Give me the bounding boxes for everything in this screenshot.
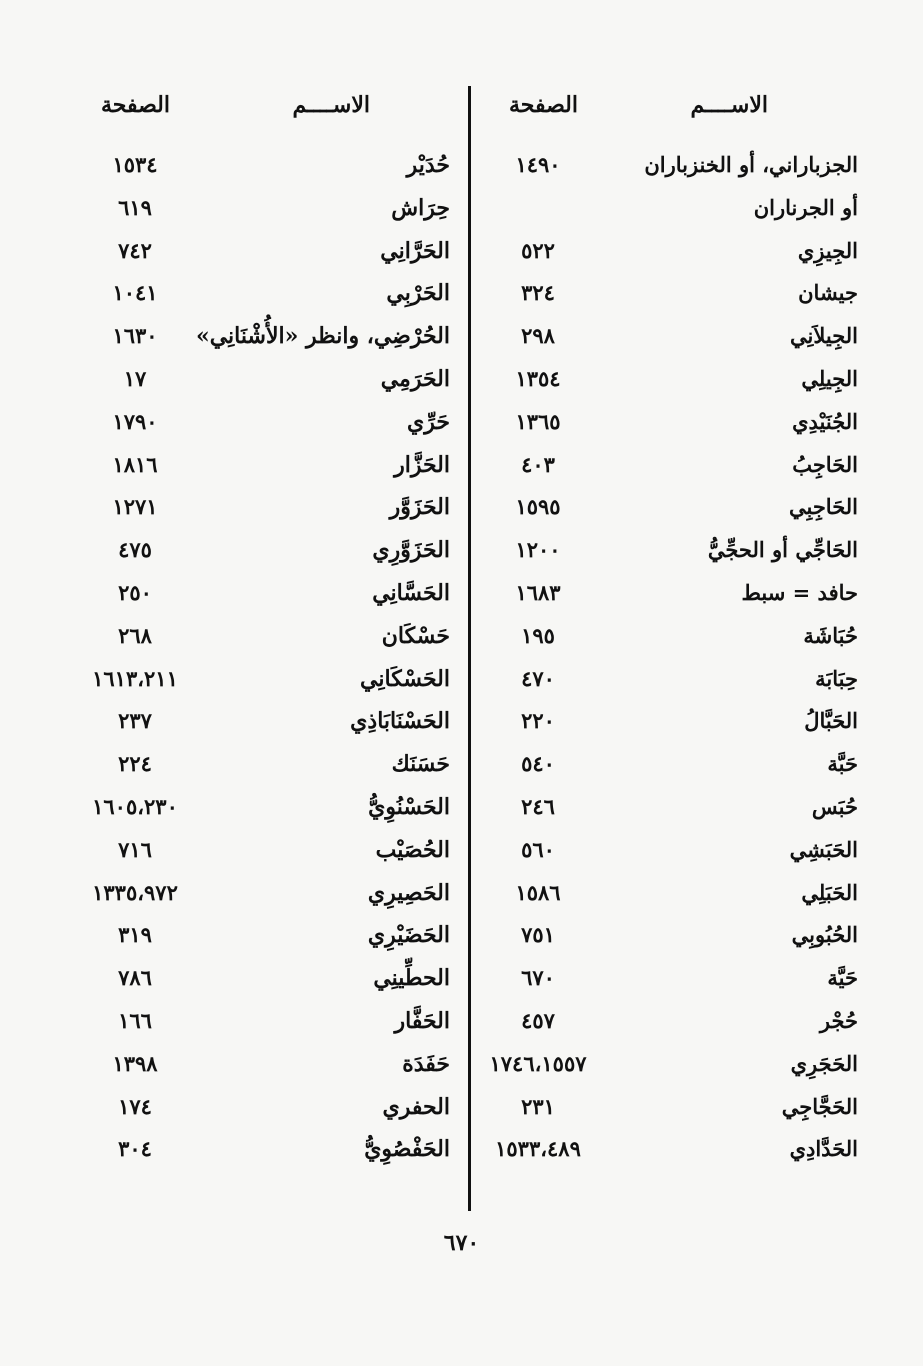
list-item (478, 490, 858, 533)
entry-name: الحَفَّار (394, 1007, 450, 1034)
list-item (70, 448, 460, 491)
list-item (70, 876, 460, 919)
list-item (478, 619, 858, 662)
entry-page: ٢٥٠ (118, 579, 152, 605)
list-item (478, 191, 858, 234)
entry-page: ١٥٣٤ (112, 152, 158, 177)
entry-page: ١٧٩٠ (112, 408, 158, 434)
list-item (478, 833, 858, 876)
entry-name: الحَرْبِي (386, 280, 450, 307)
entry-name: الحَزَّار (394, 451, 450, 478)
entry-name: جيشان (798, 280, 858, 306)
list-item (478, 448, 858, 491)
entry-page: ١٥٨٦ (515, 879, 561, 905)
entry-page: ١٣٩٨ (112, 1050, 158, 1076)
entry-name: الحَسَّانِي (372, 579, 450, 606)
entry-page: ٤٧٥ (118, 537, 152, 563)
entry-name: الحفري (382, 1093, 450, 1120)
entry-name: الحَجَّاجِي (781, 1093, 858, 1119)
entry-page: ٧٤٢ (118, 237, 152, 263)
entry-page: ٤٧٠ (521, 665, 555, 691)
entry-page: ٢٣٧ (118, 708, 152, 734)
list-item (70, 1004, 460, 1047)
list-item (70, 319, 460, 362)
list-item (70, 405, 460, 448)
entry-page: ٦١٩ (118, 194, 152, 220)
column-divider (468, 86, 471, 1211)
list-item (478, 662, 858, 705)
list-item (478, 876, 858, 919)
entry-name: الحطِّينِي (373, 965, 450, 992)
entry-name: الحَرَمِي (380, 365, 450, 392)
list-item (70, 490, 460, 533)
entry-name: حَفَدَة (402, 1050, 450, 1077)
entry-page: ١٧٤ (118, 1093, 152, 1119)
entry-name: حَسَنَك (391, 751, 450, 778)
column-header (70, 86, 460, 136)
list-item (478, 234, 858, 277)
entry-page: ١٧٤٦،١٥٥٧ (489, 1050, 587, 1076)
list-item (478, 790, 858, 833)
entry-name: الحَصِيرِي (367, 879, 450, 906)
list-item (70, 576, 460, 619)
entry-name: حِبَابَة (815, 665, 858, 691)
entry-name: الحَزَوَّرِي (372, 537, 450, 564)
list-item (70, 704, 460, 747)
entry-name: حافد = سبط (741, 579, 858, 605)
entry-name: حُدَيْر (406, 152, 450, 178)
entry-name: الحَزَوَّر (389, 494, 450, 521)
list-item (70, 662, 460, 705)
entry-page: ٢٤٦ (521, 793, 555, 819)
entry-page: ٣٢٤ (521, 280, 555, 306)
entry-name: الحَاجِبِي (788, 494, 858, 520)
entry-name: حُبَس (811, 793, 858, 819)
entry-page: ١٦٨٣ (515, 579, 561, 605)
entry-name: الجِيلِي (801, 365, 858, 391)
entry-page: ١٢٧١ (112, 494, 158, 520)
list-item (478, 918, 858, 961)
entry-page: ١٣٥٤ (515, 365, 561, 391)
entry-page: ٢٣١ (521, 1093, 555, 1119)
entry-name: الحَسْنَابَاذِي (350, 708, 450, 735)
entry-page: ٥٤٠ (521, 751, 555, 777)
list-item (70, 961, 460, 1004)
list-item (70, 619, 460, 662)
list-item (478, 1132, 858, 1175)
entry-name: الحُرْضِي، وانظر «الأُشْنَانِي» (195, 323, 450, 350)
entry-page: ١٧ (123, 365, 147, 391)
header-name: الاســــم (690, 92, 768, 118)
entry-name: الحَسْكَانِي (360, 665, 450, 692)
entry-page: ٦٧٠ (521, 965, 555, 991)
list-item (478, 747, 858, 790)
entry-page: ١٦٦ (118, 1007, 152, 1033)
page-number: ٦٧٠ (443, 1230, 480, 1256)
list-item (70, 790, 460, 833)
entry-name: حَيَّة (827, 965, 858, 991)
left-column (70, 86, 460, 1175)
entry-page: ٥٦٠ (521, 836, 555, 862)
right-column (478, 86, 858, 1175)
entry-page: ٣٠٤ (118, 1136, 152, 1162)
list-item (478, 148, 858, 191)
entry-name: الحَاجِّي أو الحجِّيُّ (707, 537, 858, 563)
entry-name: حِرَاش (391, 194, 450, 221)
entry-name: الحَضَيْرِي (367, 922, 450, 949)
entry-page: ١٠٤١ (112, 280, 158, 306)
entry-page: ٥٢٢ (521, 237, 555, 263)
list-item (70, 362, 460, 405)
list-item (70, 234, 460, 277)
list-item (478, 319, 858, 362)
entry-name: الحَبَّالُ (804, 708, 858, 734)
entry-page: ٢٦٨ (118, 622, 152, 648)
entry-page: ١٨١٦ (112, 451, 158, 477)
entry-page: ٢٩٨ (521, 323, 555, 349)
entry-name: الحُبُوبِي (791, 922, 858, 948)
entry-page: ١٢٠٠ (515, 537, 561, 563)
entry-page: ١٦١٣،٢١١ (92, 665, 178, 691)
header-name: الاســــم (292, 92, 370, 118)
entry-page: ١٣٣٥،٩٧٢ (92, 879, 178, 905)
entry-name: الحَسْنُوِيُّ (368, 793, 450, 820)
list-item (70, 1132, 460, 1175)
entry-page: ٧٥١ (521, 922, 555, 948)
entry-page: ١٦٠٥،٢٣٠ (92, 793, 178, 819)
entry-page: ٢٢٠ (521, 708, 555, 734)
entry-name: حَبَّة (827, 751, 858, 777)
list-item (478, 1047, 858, 1090)
list-item (70, 747, 460, 790)
list-item (70, 833, 460, 876)
entry-name: الجُنَيْدِي (792, 408, 858, 434)
entry-page: ١٥٩٥ (515, 494, 561, 520)
entry-page: ١٩٥ (521, 622, 555, 648)
list-item (478, 704, 858, 747)
entry-list (478, 148, 858, 1175)
entry-page: ١٤٩٠ (515, 152, 561, 177)
entry-name: الحَبَشِي (789, 836, 858, 862)
list-item (478, 961, 858, 1004)
list-item (70, 276, 460, 319)
entry-name: الحَفْصُوِيُّ (364, 1136, 450, 1163)
entry-name: أو الجرناران (753, 194, 858, 220)
entry-name: حَسْكَان (381, 622, 450, 649)
list-item (478, 1090, 858, 1133)
entry-name: الجِيلاَنِي (789, 323, 858, 349)
entry-name: الجِيزِي (797, 237, 858, 263)
entry-page: ٤٠٣ (521, 451, 555, 477)
header-page: الصفحة (100, 92, 170, 118)
entry-list (70, 148, 460, 1175)
header-page: الصفحة (508, 92, 578, 118)
entry-name: الحَدَّادِي (789, 1136, 858, 1162)
entry-name: حُبَاشَة (803, 622, 858, 648)
entry-page: ٤٥٧ (521, 1007, 555, 1033)
entry-name: الحَجَرِي (790, 1050, 858, 1076)
entry-name: الجزباراني، أو الخنزباران (644, 152, 858, 177)
entry-page: ٧٨٦ (118, 965, 152, 991)
list-item (478, 533, 858, 576)
list-item (70, 533, 460, 576)
entry-name: الحُصَيْب (375, 836, 450, 863)
entry-name: حَرِّي (407, 408, 450, 435)
list-item (70, 1090, 460, 1133)
list-item (478, 1004, 858, 1047)
list-item (478, 276, 858, 319)
list-item (478, 362, 858, 405)
list-item (70, 148, 460, 191)
list-item (478, 576, 858, 619)
column-header (478, 86, 858, 136)
entry-page: ٧١٦ (118, 836, 152, 862)
entry-page: ٢٢٤ (118, 751, 152, 777)
entry-page: ٣١٩ (118, 922, 152, 948)
list-item (478, 405, 858, 448)
entry-name: الحَاجِبُ (792, 451, 858, 477)
entry-name: الحَبَلِي (801, 879, 858, 905)
list-item (70, 918, 460, 961)
entry-page: ١٦٣٠ (112, 323, 158, 349)
list-item (70, 1047, 460, 1090)
entry-name: حُجْر (819, 1007, 858, 1033)
entry-page: ١٣٦٥ (515, 408, 561, 434)
list-item (70, 191, 460, 234)
entry-page: ١٥٣٣،٤٨٩ (495, 1136, 581, 1162)
entry-name: الحَرَّانِي (380, 237, 450, 264)
